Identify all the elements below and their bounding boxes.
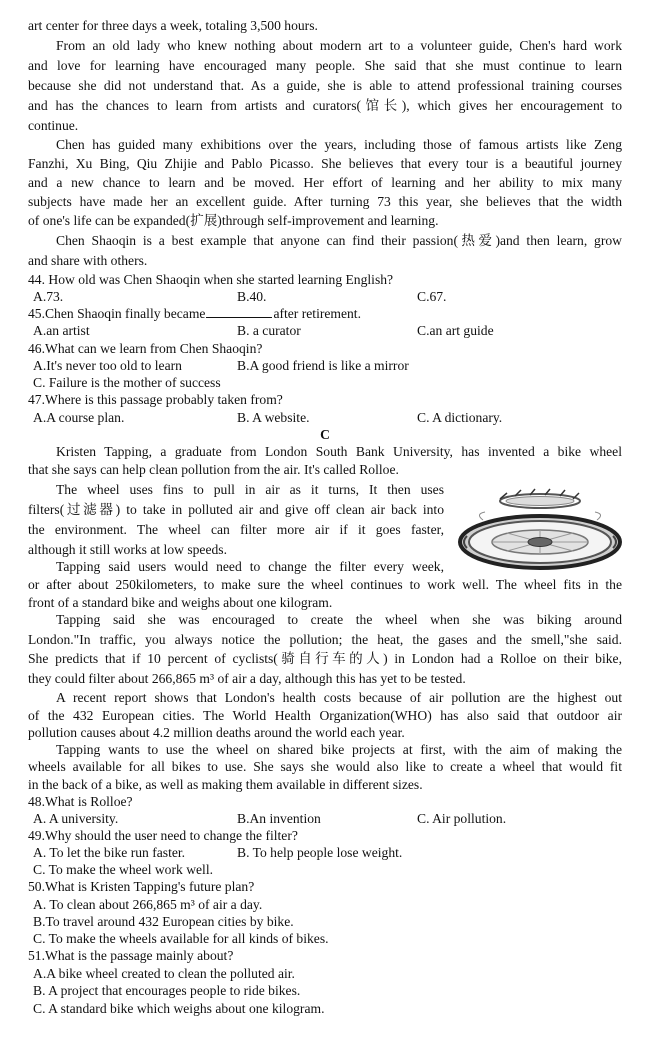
question-stem: 51.What is the passage mainly about?: [28, 948, 234, 963]
option-a[interactable]: A. To let the bike run faster.: [33, 845, 186, 860]
question-stem: 49.Why should the user need to change the filter?: [28, 828, 298, 843]
passage-line: or after about 250kilometers, to make sure the wheel continues to work well. The wheel fits in the: [28, 577, 622, 592]
option-b[interactable]: B.A good friend is like a mirror: [237, 358, 409, 373]
passage-line: of one's life can be expanded(扩展)through self-improvement and learning.: [28, 213, 439, 228]
option-b[interactable]: B. A website.: [237, 410, 310, 425]
passage-line: pollution causes about 4.2 million deaths around the world each year.: [28, 725, 405, 740]
option-a[interactable]: A.an artist: [33, 323, 90, 338]
option-c[interactable]: C. A standard bike which weighs about one kilogram.: [33, 1001, 325, 1016]
passage-line: filters(过滤器) to take in polluted air and give off clean air back into: [28, 502, 444, 517]
passage-line: because she did not understand that. As a guide, she is able to attend professional training courses: [28, 78, 622, 93]
bike-wheel-illustration: [455, 484, 625, 572]
option-c[interactable]: C. To make the wheel work well.: [33, 862, 214, 877]
option-c[interactable]: C.67.: [417, 289, 447, 304]
question-stem: 48.What is Rolloe?: [28, 794, 133, 809]
question-stem: [28, 304, 622, 324]
option-b[interactable]: B. a curator: [237, 323, 301, 338]
option-a[interactable]: A. A university.: [33, 811, 119, 826]
option-c[interactable]: C.an art guide: [417, 323, 494, 338]
passage-line: She predicts that if 10 percent of cyclists(骑自行车的人) in London had a Rolloe on their bike,: [28, 651, 622, 666]
option-c[interactable]: C. To make the wheels available for all kinds of bikes.: [33, 931, 329, 946]
passage-line: in the back of a bike, as well as making them available in different sizes.: [28, 777, 423, 792]
passage-line: and love for learning have encouraged many people. She said that she must continue to learn: [28, 58, 622, 73]
option-a[interactable]: A.It's never too old to learn: [33, 358, 182, 373]
passage-line: of the 432 European cities. The World Health Organization(WHO) has also said that outdoor air: [28, 708, 622, 723]
option-a[interactable]: A.73.: [33, 289, 64, 304]
option-a[interactable]: A. To clean about 266,865 m³ of air a day.: [33, 897, 263, 912]
passage-line: A recent report shows that London's health costs because of air pollution are the highest out: [56, 690, 622, 705]
question-stem: 50.What is Kristen Tapping's future plan?: [28, 879, 255, 894]
passage-line: Kristen Tapping, a graduate from London South Bank University, has invented a bike wheel: [56, 444, 622, 459]
passage-line: Tapping said users would need to change the filter every week,: [56, 559, 444, 574]
option-b[interactable]: B.An invention: [237, 811, 321, 826]
option-b[interactable]: B.To travel around 432 European cities by bike.: [33, 914, 294, 929]
passage-line: continue.: [28, 118, 79, 133]
question-stem: 46.What can we learn from Chen Shaoqin?: [28, 341, 263, 356]
passage-line: they could filter about 266,865 m³ of air a day, although this has yet to be tested.: [28, 671, 466, 686]
question-stem: 44. How old was Chen Shaoqin when she started learning English?: [28, 272, 394, 287]
passage-line: Chen has guided many exhibitions over the years, including those of famous artists like Zeng: [56, 137, 622, 152]
passage-line: From an old lady who knew nothing about modern art to a volunteer guide, Chen's hard work: [56, 38, 622, 53]
option-a[interactable]: A.A course plan.: [33, 410, 125, 425]
passage-line: London."In traffic, you always notice the pollution; the heat, the gases and the smell,"she said.: [28, 632, 622, 647]
option-c[interactable]: C. Air pollution.: [417, 811, 507, 826]
option-c[interactable]: C. A dictionary.: [417, 410, 503, 425]
passage-line: front of a standard bike and weighs about one kilogram.: [28, 595, 333, 610]
passage-line: Tapping said she was encouraged to create the wheel when she was biking around: [56, 612, 622, 627]
question-stem: 47.Where is this passage probably taken from?: [28, 392, 283, 407]
question-stem-end: after retirement.: [273, 306, 361, 321]
passage-line: and a new chance to learn and be moved. Her effort of learning and her ability to mix many: [28, 175, 622, 190]
option-a[interactable]: A.A bike wheel created to clean the polluted air.: [33, 966, 295, 981]
passage-line: art center for three days a week, totaling 3,500 hours.: [28, 18, 318, 33]
passage-line: that she says can help clean pollution from the air. It's called Rolloe.: [28, 462, 399, 477]
passage-line: and share with others.: [28, 253, 148, 268]
passage-line: Tapping wants to use the wheel on shared bike projects at first, with the aim of making the: [56, 742, 622, 757]
passage-line: the environment. The wheel can filter more air if it goes faster,: [28, 522, 444, 537]
passage-line: Chen Shaoqin is a best example that anyone can find their passion(热爱)and then learn, grow: [56, 233, 622, 248]
passage-line: subjects have made her an excellent guide. After turning 73 this year, she believes that the width: [28, 194, 622, 209]
option-b[interactable]: B. To help people lose weight.: [237, 845, 403, 860]
answer-blank: [206, 304, 272, 318]
option-b[interactable]: B.40.: [237, 289, 267, 304]
option-b[interactable]: B. A project that encourages people to ride bikes.: [33, 983, 301, 998]
passage-line: and has the chances to learn from artists and curators(馆长), which gives her encouragement to: [28, 98, 622, 113]
passage-line: wheels available for all bikes to use. She says she would also like to create a wheel that would fit: [28, 759, 622, 774]
section-heading: C: [320, 427, 330, 442]
option-c[interactable]: C. Failure is the mother of success: [33, 375, 221, 390]
bike-wheel-icon: [460, 516, 620, 568]
passage-line: although it still works at low speeds.: [28, 542, 227, 557]
passage-line: Fanzhi, Xu Bing, Qiu Zhijie and Pablo Picasso. She believes that every tour is a beautiful journey: [28, 156, 622, 171]
passage-line: The wheel uses fins to pull in air as it turns, It then uses: [56, 482, 444, 497]
question-stem-start: 45.Chen Shaoqin finally became: [28, 306, 206, 321]
